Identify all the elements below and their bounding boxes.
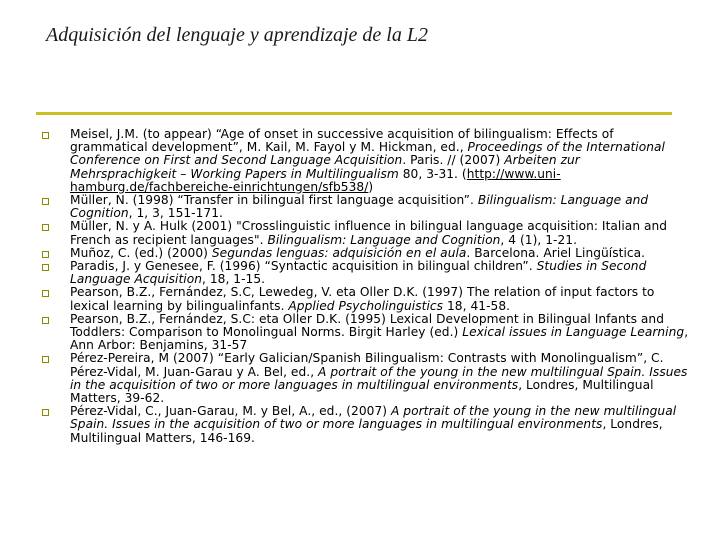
- square-bullet-icon: [42, 251, 49, 258]
- reference-text: Meisel, J.M. (to appear) “Age of onset in successive acquisition of bilingualism: Effects of grammatical development”, M. Kail, M. Fayol y M. Hickman, ed.,: [70, 127, 614, 155]
- reference-italic: Bilingualism: Language and Cognition: [70, 193, 649, 221]
- square-bullet-icon: [42, 264, 49, 271]
- reference-text: Müller, N. y A. Hulk (2001) "Crosslinguistic influence in bilingual language acquisition: Italian and French as recipient languages".: [70, 219, 668, 247]
- reference-text: . Paris. // (2007): [402, 153, 505, 168]
- square-bullet-icon: [42, 224, 49, 231]
- reference-text: . Barcelona. Ariel Lingüística.: [466, 245, 646, 260]
- reference-item: [40, 220, 690, 246]
- reference-text: , 1, 3, 151-171.: [128, 206, 223, 221]
- square-bullet-icon: [42, 132, 49, 139]
- reference-list: [40, 128, 690, 445]
- reference-italic: A portrait of the young in the new multilingual Spain. Issues in the acquisition of two or more languages in multilingual environments: [70, 364, 688, 392]
- reference-text: ): [368, 179, 374, 194]
- reference-text: Pearson, B.Z., Fernández, S.C, Lewedeg, V. eta Oller D.K. (1997) The relation of input factors to lexical learning by bilingualinfants.: [70, 285, 655, 313]
- reference-italic: Lexical issues in Language Learning: [462, 325, 685, 340]
- reference-item: [40, 313, 690, 353]
- reference-text: Pérez-Pereira, M (2007) “Early Galician/Spanish Bilingualism: Contrasts with Monolingualism”, C. Pérez-Vidal, M. Juan-Garau y A. Bel, ed.,: [70, 351, 664, 379]
- reference-text: 80, 3-31. (: [398, 166, 467, 181]
- reference-item: [40, 194, 690, 220]
- reference-text: , Ann Arbor: Benjamins, 31-57: [70, 325, 689, 353]
- reference-text: Pérez-Vidal, C., Juan-Garau, M. y Bel, A., ed., (2007): [70, 404, 391, 419]
- reference-italic: A portrait of the young in the new multilingual Spain. Issues in the acquisition of two or more languages in multilingual environments: [70, 404, 677, 432]
- square-bullet-icon: [42, 317, 49, 324]
- reference-text: Paradis, J. y Genesee, F. (1996) “Syntactic acquisition in bilingual children”.: [70, 259, 537, 274]
- reference-italic: Arbeiten zur Mehrsprachigkeit – Working Papers in Multilingualism: [70, 153, 580, 181]
- slide-title: Adquisición del lenguaje y aprendizaje de la L2: [46, 24, 428, 46]
- reference-item: [40, 286, 690, 312]
- reference-italic: Proceedings of the International Conference on First and Second Language Acquisition: [70, 140, 665, 168]
- square-bullet-icon: [42, 198, 49, 205]
- reference-italic: Applied Psycholinguistics: [288, 298, 444, 313]
- reference-text: Pearson, B.Z., Fernández, S.C: eta Oller D.K. (1995) Lexical Development in Bilingual Infants and Toddlers: Comparison to Monolingual Norms. Birgit Harley (ed.): [70, 311, 664, 340]
- reference-text: , 18, 1-15.: [202, 272, 266, 287]
- reference-text: , Londres, Multilingual Matters, 146-169.: [70, 417, 663, 445]
- reference-item: [40, 405, 690, 445]
- reference-item: [40, 260, 690, 286]
- reference-text: 18, 41-58.: [443, 298, 511, 313]
- title-divider: [36, 112, 672, 115]
- reference-italic: Studies in Second Language Acquisition: [70, 259, 647, 287]
- reference-italic: Segundas lenguas: adquisición en el aula: [211, 245, 467, 260]
- reference-item: [40, 352, 690, 405]
- reference-item: [40, 128, 690, 194]
- square-bullet-icon: [42, 290, 49, 297]
- reference-text: Müller, N. (1998) “Transfer in bilingual first language acquisition”.: [70, 193, 478, 208]
- reference-link[interactable]: http://www.uni-hamburg.de/fachbereiche-einrichtungen/sfb538/: [70, 166, 561, 194]
- reference-text: , Londres, Multilingual Matters, 39-62.: [70, 377, 654, 406]
- reference-text: , 4 (1), 1-21.: [500, 232, 578, 247]
- reference-text: Muñoz, C. (ed.) (2000): [70, 245, 212, 260]
- square-bullet-icon: [42, 356, 49, 363]
- square-bullet-icon: [42, 409, 49, 416]
- reference-italic: Bilingualism: Language and Cognition: [267, 232, 501, 247]
